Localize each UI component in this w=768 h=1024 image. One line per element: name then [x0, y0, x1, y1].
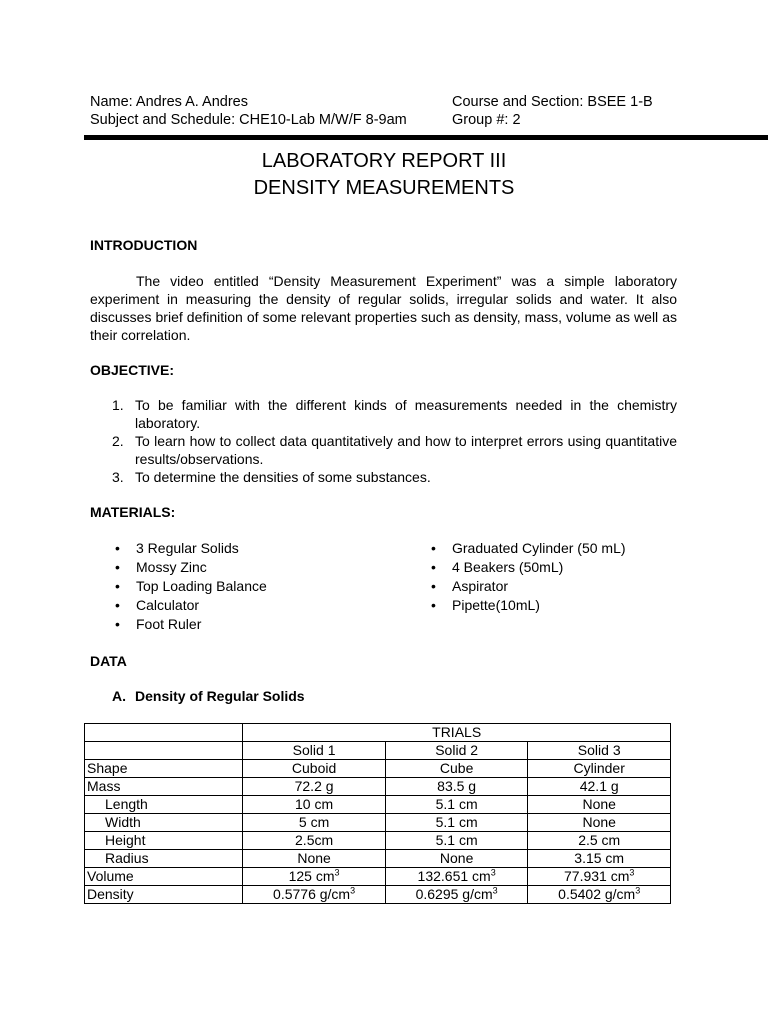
table-cell: 2.5 cm — [528, 832, 671, 850]
table-cell: Cube — [385, 760, 528, 778]
table-cell: 10 cm — [243, 796, 386, 814]
list-item: • Top Loading Balance — [90, 577, 267, 596]
course-section: Course and Section: BSEE 1-B — [452, 94, 653, 110]
unit-exponent: 3 — [334, 867, 340, 878]
table-row — [85, 742, 671, 760]
data-heading: DATA — [90, 653, 127, 669]
trials-header: TRIALS — [243, 724, 671, 742]
item-text: To determine the densities of some substances. — [135, 469, 431, 485]
cell-value: 132.651 cm — [417, 868, 491, 884]
column-header: Solid 3 — [528, 742, 671, 760]
table-cell: 5.1 cm — [385, 796, 528, 814]
table-corner-cell — [85, 742, 243, 760]
row-label: Volume — [85, 868, 243, 886]
table-row — [85, 814, 671, 832]
unit-exponent: 3 — [350, 885, 356, 896]
introduction-text: The video entitled “Density Measurement Experiment” was a simple laboratory experiment in measuring the density of regular solids, irregular solids and water. It also discusses brief definition of some relevant properties such as density, mass, volume as well as their correlation. — [90, 273, 677, 343]
list-item — [90, 396, 677, 432]
subsection-title: Density of Regular Solids — [135, 688, 305, 704]
report-subtitle: DENSITY MEASUREMENTS — [253, 177, 515, 199]
table-cell: 3.15 cm — [528, 850, 671, 868]
table-cell — [385, 868, 528, 886]
group-number: Group #: 2 — [452, 112, 521, 128]
objective-list — [90, 396, 677, 486]
unit-exponent: 3 — [635, 885, 641, 896]
subject-schedule: Subject and Schedule: CHE10-Lab M/W/F 8-9am — [90, 112, 407, 128]
table-cell: 42.1 g — [528, 778, 671, 796]
cell-value: 0.6295 g/cm — [415, 886, 493, 902]
table-cell: None — [528, 796, 671, 814]
table-row — [85, 850, 671, 868]
row-label: Width — [85, 814, 243, 832]
list-item: • 4 Beakers (50mL) — [406, 558, 626, 577]
item-number: 1. — [112, 397, 124, 413]
list-item: • Calculator — [90, 596, 267, 615]
table-cell — [528, 868, 671, 886]
table-cell: 5 cm — [243, 814, 386, 832]
objective-heading: OBJECTIVE: — [90, 362, 175, 378]
row-label: Mass — [85, 778, 243, 796]
list-item — [90, 432, 677, 468]
row-label: Shape — [85, 760, 243, 778]
column-header: Solid 1 — [243, 742, 386, 760]
table-row — [85, 724, 671, 742]
row-label: Height — [85, 832, 243, 850]
row-label: Length — [85, 796, 243, 814]
table-corner-cell — [85, 724, 243, 742]
header-divider — [84, 135, 768, 140]
list-item — [90, 468, 677, 486]
table-cell: Cuboid — [243, 760, 386, 778]
row-label: Density — [85, 886, 243, 904]
table-cell: 5.1 cm — [385, 814, 528, 832]
list-item: • Aspirator — [406, 577, 626, 596]
item-text: To learn how to collect data quantitatively and how to interpret errors using quantitative results/observations. — [135, 433, 677, 467]
table-row — [85, 868, 671, 886]
table-cell: 83.5 g — [385, 778, 528, 796]
table-cell: 2.5cm — [243, 832, 386, 850]
table-row — [85, 778, 671, 796]
cell-value: 0.5776 g/cm — [273, 886, 351, 902]
table-cell: None — [243, 850, 386, 868]
table-cell: 72.2 g — [243, 778, 386, 796]
row-label: Radius — [85, 850, 243, 868]
list-item: • Graduated Cylinder (50 mL) — [406, 539, 626, 558]
density-table — [84, 723, 671, 904]
table-cell — [243, 868, 386, 886]
table-cell — [385, 886, 528, 904]
introduction-paragraph — [90, 272, 677, 344]
table-row — [85, 760, 671, 778]
list-item: • Pipette(10mL) — [406, 596, 626, 615]
table-cell: 5.1 cm — [385, 832, 528, 850]
table-row — [85, 796, 671, 814]
table-row — [85, 886, 671, 904]
cell-value: 0.5402 g/cm — [558, 886, 636, 902]
list-item: • 3 Regular Solids — [90, 539, 267, 558]
materials-list-left — [90, 539, 267, 634]
item-number: 2. — [112, 433, 124, 449]
list-item: • Mossy Zinc — [90, 558, 267, 577]
cell-value: 77.931 cm — [564, 868, 630, 884]
report-title: LABORATORY REPORT III — [261, 150, 507, 172]
materials-list-right — [406, 539, 626, 615]
unit-exponent: 3 — [490, 867, 496, 878]
item-number: 3. — [112, 469, 124, 485]
unit-exponent: 3 — [629, 867, 635, 878]
table-cell — [528, 886, 671, 904]
table-cell: None — [385, 850, 528, 868]
subsection-label: A. — [112, 688, 126, 704]
column-header: Solid 2 — [385, 742, 528, 760]
table-row — [85, 832, 671, 850]
introduction-heading: INTRODUCTION — [90, 237, 198, 253]
table-cell: Cylinder — [528, 760, 671, 778]
student-name: Name: Andres A. Andres — [90, 94, 248, 110]
materials-heading: MATERIALS: — [90, 504, 176, 520]
unit-exponent: 3 — [492, 885, 498, 896]
table-cell: None — [528, 814, 671, 832]
subsection-heading — [90, 688, 305, 704]
table-cell — [243, 886, 386, 904]
item-text: To be familiar with the different kinds of measurements needed in the chemistry laboratory. — [135, 397, 677, 431]
list-item: • Foot Ruler — [90, 615, 267, 634]
cell-value: 125 cm — [288, 868, 335, 884]
